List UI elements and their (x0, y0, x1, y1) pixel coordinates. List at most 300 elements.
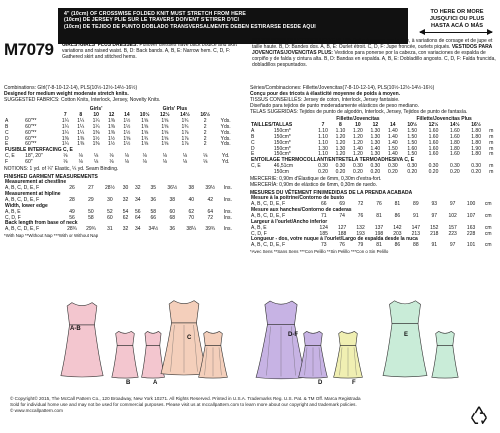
table-cell: Ins. (223, 196, 232, 203)
view-range: C, D, F (5, 214, 21, 221)
table-cell: ⅛ (124, 159, 129, 166)
view-letter: A (5, 117, 9, 124)
table-cell: 27 (88, 184, 94, 191)
table-cell: 1.10 (318, 133, 328, 140)
finished-title-en: FINISHED GARMENT MEASUREMENTS (4, 174, 98, 181)
table-cell: 1.50 (407, 127, 418, 134)
fabric-width: 150cm* (273, 127, 291, 134)
tissus-fr: TISSUS CONSEILLÉS: Jersey de coton, Interlock, Jersey fantaisie. (250, 97, 400, 103)
table-cell: 0.20 (353, 169, 363, 176)
table-cell: 81 (394, 200, 401, 207)
table-cell: m (489, 139, 494, 146)
garment-illustrations (0, 292, 500, 392)
dress-d-back-illustration (298, 326, 328, 380)
table-cell: 101 (466, 242, 476, 249)
table-cell: 86 (394, 242, 401, 249)
view-letter: C (251, 139, 255, 146)
table-cell: 0.30 (449, 163, 460, 170)
table-cell: ⅛ (203, 153, 208, 160)
table-cell: 0.30 (407, 163, 418, 170)
size-header: 14 (124, 111, 130, 118)
table-cell: 29¾ (86, 226, 96, 233)
table-cell: 86 (394, 212, 401, 219)
dress-c-back-illustration (198, 326, 228, 380)
fabric-width: 150cm* (273, 139, 291, 146)
table-cell: 39½ (205, 184, 216, 191)
table-cell: 0.20 (428, 169, 439, 176)
table-cell: 52 (107, 208, 113, 215)
stretch-line-es: (10cm) DE TEJIDO DE PUNTO DOBLADO TRANSVERSALMENTE DEBEN ESTIRARSE DESDE AQUÍ (64, 23, 316, 30)
description-en (62, 42, 240, 60)
fabric-width: 150cm* (273, 145, 291, 152)
table-cell: 1½ (123, 117, 131, 124)
view-letter: C (5, 129, 9, 136)
table-cell: 142 (393, 224, 402, 231)
combinations-fr: Séries/Combinaciones: Fillette/Jovencitas(7-8-10-12-14), PLS(10½-12½-14½-16½) (250, 85, 435, 91)
table-cell: Yd. (221, 159, 230, 166)
table-cell: 1½ (123, 123, 131, 130)
table-cell: 71 (320, 212, 327, 219)
table-cell: 1.20 (353, 133, 363, 140)
table-cell: 218 (430, 230, 439, 237)
fusible-title: FUSIBLE INTERFACING C, E (5, 147, 73, 154)
table-cell: 54 (122, 208, 129, 215)
view-range: A, B, C, D, E, F (251, 242, 286, 249)
table-cell: 0.30 (318, 163, 328, 170)
view-range: A, B, E (5, 208, 21, 215)
table-cell: 1.60 (428, 145, 439, 152)
size-header: 12½ (428, 121, 439, 128)
table-cell: 79 (357, 242, 364, 249)
table-cell: 1⅜ (92, 129, 100, 136)
table-cell: 228 (466, 230, 476, 237)
table-cell: 1.60 (428, 139, 439, 146)
table-cell: ⅛ (182, 159, 188, 166)
table-cell: 58 (150, 208, 157, 215)
table-cell: 1.20 (353, 151, 363, 158)
table-cell: 1½ (123, 129, 131, 136)
table-cell: ⅛ (109, 153, 114, 160)
dress-f-back-illustration (333, 326, 363, 380)
table-cell: 1.50 (407, 151, 418, 158)
table-cell: m (489, 151, 494, 158)
table-cell: 100 (466, 200, 476, 207)
copyright-line2: Sold for individual home use and may not be used for commercial purposes. Please visit us at mccallpattern.com to learn more about our copyright and trademark policies. (10, 401, 357, 407)
dress-b-back-illustration (110, 326, 140, 380)
table-cell: 1.20 (353, 139, 363, 146)
table-cell: 1.30 (370, 127, 381, 134)
sizes-label: TAILLES/TALLAS (251, 121, 293, 128)
table-cell: 32 (122, 196, 129, 203)
recycle-icon (468, 404, 490, 426)
table-cell: 91 (431, 242, 438, 249)
table-cell: 1.30 (370, 151, 381, 158)
measurement-title: Largeur à l'ourlet/Ancho inferior (251, 218, 328, 225)
table-cell: 58 (88, 214, 94, 221)
table-cell: 163 (466, 224, 476, 231)
double-arrow-icon (420, 32, 492, 33)
table-cell: ⅛ (142, 153, 147, 160)
table-cell: 1.80 (449, 139, 460, 146)
description-en-text: Pullover dresses have back bodice and skirt variations and raised waist. B, D: Back bands. A, B, E: Narrow hem. C, D, F: Gathered skirt and stitched hems. (62, 42, 237, 60)
table-cell: 72 (357, 200, 364, 207)
table-cell: 1½ (92, 135, 100, 142)
stretch-line-fr: (10cm) DE JERSEY PLIÉ SUR LE TRAVERS DOIVENT S'ÉTIRER D'ICI (64, 17, 240, 24)
table-cell: 1¾ (141, 135, 149, 142)
table-cell: 62 (188, 208, 195, 215)
measurement-title: Back length from base of neck (5, 220, 78, 227)
table-cell: 0.30 (353, 163, 363, 170)
table-cell: 30 (122, 184, 129, 191)
view-letter: C, E (251, 163, 261, 170)
table-cell: 1¾ (181, 117, 189, 124)
description-es-text: Vestidos para ponerse por la cabeza, con variaciones de espalda de corpiño y de falda y cintura alta. B, D: Bandas en espalda. A, B, E: Dobladillo angosto. C, D, F: Falda fruncida, dobladillos pespuntados. (252, 50, 496, 68)
view-letter: B (251, 133, 255, 140)
table-cell: 38 (169, 196, 176, 203)
fabric-width: 150cm (273, 169, 289, 176)
table-cell: 1¼ (61, 129, 69, 136)
disenado-es: Diseñado para tejidos de punto moderadamente elásticos de peso mediano. (250, 103, 419, 109)
table-cell: 60 (107, 214, 113, 221)
table-cell: Ins. (223, 226, 232, 233)
table-cell: 73 (320, 242, 327, 249)
table-cell: 2 (203, 135, 207, 142)
table-cell: 0.20 (370, 169, 381, 176)
label-d: D (318, 380, 323, 386)
description-fr-title: ROBES POUR FILLETTE/FILLETTE PLUS: (252, 38, 352, 44)
table-cell: 1.80 (471, 151, 481, 158)
copyright-line3: © www.mccallpattern.com (10, 407, 63, 413)
table-cell: 203 (393, 230, 402, 237)
table-cell: 1¼ (61, 141, 69, 148)
table-cell: 1.30 (370, 139, 381, 146)
table-cell: 1.40 (370, 145, 381, 152)
table-cell: 93 (431, 200, 438, 207)
table-cell: 35 (150, 184, 157, 191)
table-cell: 28½ (105, 184, 115, 191)
table-cell: ⅛ (142, 159, 147, 166)
size-header: 10½ (407, 121, 418, 128)
measurement-title: Mesure aux hanches/Contorno de caderas (251, 206, 352, 213)
header-fillette-plus: Fillette/Jovencitas Plus (416, 116, 472, 122)
fabric-width: 60"** (25, 141, 37, 148)
size-header: 7 (63, 111, 67, 118)
table-cell: 0.30 (335, 163, 346, 170)
table-cell: 132 (356, 224, 365, 231)
table-cell: 124 (319, 224, 328, 231)
table-cell: 188 (337, 230, 347, 237)
label-a: A (153, 380, 158, 386)
table-cell: 76 (357, 212, 364, 219)
table-cell: 26 (69, 184, 75, 191)
table-cell: m (489, 127, 494, 134)
table-cell: 1⅜ (108, 129, 115, 136)
table-cell: 107 (466, 212, 476, 219)
size-header: 12 (108, 111, 115, 118)
table-cell: 1.60 (449, 133, 460, 140)
fabric-width: 60"** (25, 135, 37, 142)
size-header: 14 (390, 121, 396, 128)
table-cell: cm (484, 230, 492, 237)
label-a-b: A-B (70, 326, 81, 332)
table-cell: cm (484, 212, 492, 219)
table-cell: 36 (169, 226, 176, 233)
size-header: 10½ (139, 111, 150, 118)
table-cell: cm (484, 224, 492, 231)
size-header: 12 (372, 121, 379, 128)
nap-note-en: *With Nap **Without Nap ***With or Without Nap (4, 233, 99, 239)
table-cell: 1.60 (407, 145, 418, 152)
table-cell: 1.60 (428, 151, 439, 158)
table-cell: m (489, 169, 494, 176)
nap-note-fr: *Avec Sens **Sans Sens ***Con Pelillo **Sin Pelillo ***Con o Sin Pelillo (250, 249, 389, 255)
table-cell: 64 (134, 214, 141, 221)
table-cell: 1.80 (471, 127, 481, 134)
size-header: 10 (355, 121, 361, 128)
table-cell: 38 (188, 184, 195, 191)
table-cell: 1.50 (407, 139, 418, 146)
label-b: B (126, 380, 131, 386)
table-cell: Ins. (223, 214, 232, 221)
table-cell: 66 (150, 214, 157, 221)
table-cell: 1.20 (353, 127, 363, 134)
table-cell: ⅛ (203, 159, 208, 166)
table-cell: 91 (413, 212, 419, 219)
table-cell: Yds. (220, 123, 231, 130)
header-girls: Girls' (89, 106, 103, 112)
table-cell: 97 (449, 242, 456, 249)
table-cell: 64 (207, 208, 213, 215)
entoilage-title: ENTOILAGE THERMOCOLLANT/ENTRETELA TERMOADHESIVA C, E (251, 157, 415, 164)
table-cell: 223 (448, 230, 457, 237)
table-cell: 1.10 (318, 139, 328, 146)
pattern-number: M7079 (4, 40, 54, 59)
table-cell: 1¼ (92, 123, 100, 130)
table-cell: 31 (107, 226, 113, 233)
stretch-to-here-label: TO HERE OR MORE JUSQU'ICI OU PLUS HASTA ACÁ O MÁS (429, 9, 485, 29)
table-cell: 97 (449, 200, 456, 207)
dress-a-b-illustration (58, 294, 106, 380)
size-header: 7 (321, 121, 325, 128)
metric-chart (250, 85, 496, 255)
table-cell: 1⅜ (77, 141, 85, 148)
table-cell: 1¼ (77, 123, 85, 130)
view-letter: B (5, 123, 9, 130)
table-cell: 1⅜ (108, 123, 115, 130)
suggested-fabrics-en: SUGGESTED FABRICS: Cotton Knits, Interlock, Jersey, Novelty Knits. (4, 97, 161, 103)
table-cell: 1⅝ (141, 129, 149, 136)
table-cell: 2 (203, 117, 207, 124)
description-fr-text: Robe à passer par la tête, à variations de corsage et de jupe et taille haute. B, D: Bandes dos. A, B, E: Ourlet étroit. C, D, F: Jupe froncée, ourlets piqués. (252, 38, 493, 50)
mesures-title: MESURES DU VÊTEMENT FINI/MEDIDAS DE LA PRENDA ACABADA (250, 190, 413, 197)
table-cell: 1¼ (77, 129, 85, 136)
table-cell: 1⅜ (61, 135, 69, 142)
size-header: 10 (93, 111, 99, 118)
table-cell: 70 (188, 214, 195, 221)
measurement-title: Measurement at chestline (5, 179, 67, 186)
table-cell: 1.90 (471, 145, 481, 152)
yardage-table-metric (250, 117, 496, 176)
finished-table-en (4, 180, 236, 233)
designed-for-en: Designed for medium weight moderate stretch knits. (4, 91, 129, 97)
table-cell: 50 (88, 208, 94, 215)
table-cell: 127 (337, 224, 347, 231)
size-header: 8 (79, 111, 83, 118)
table-cell: 1.60 (428, 127, 439, 134)
view-range: C, D, F (251, 230, 267, 237)
view-letter: D (251, 145, 255, 152)
view-letter: E (5, 141, 9, 148)
label-f: F (352, 380, 356, 386)
table-cell: Yd. (221, 153, 230, 160)
table-cell: 198 (374, 230, 384, 237)
table-cell: 88 (413, 242, 419, 249)
table-cell: 1½ (108, 135, 115, 142)
copyright-line1: © Copyright© 2015, The McCall Pattern Co., 120 Broadway, New York 10271. All Rights Reserved. Printed in U.S.A. Trademarks Reg. U.S. Pat. & TM Off. Marca Registrada (10, 396, 361, 401)
table-cell: 1⅜ (92, 141, 100, 148)
table-cell: 1.80 (449, 145, 460, 152)
table-cell: ⅛ (94, 153, 99, 160)
table-cell: 0.30 (387, 163, 398, 170)
table-cell: 1⅞ (181, 129, 189, 136)
table-cell: 152 (430, 224, 439, 231)
table-cell: cm (484, 200, 492, 207)
table-cell: ⅛ (124, 153, 129, 160)
table-cell: 1½ (108, 141, 115, 148)
table-cell: 0.30 (428, 163, 439, 170)
table-cell: 1¼ (77, 117, 85, 124)
header-girls-plus: Girls' Plus (162, 106, 188, 112)
label-c: C (187, 335, 192, 341)
header-fillette: Fillette/Jovencitas (336, 116, 380, 122)
table-cell: 0.30 (471, 163, 481, 170)
table-cell: cm (484, 242, 492, 249)
table-cell: 62 (122, 214, 129, 221)
table-cell: 28¾ (67, 226, 77, 233)
table-cell: 137 (374, 224, 384, 231)
description-es-title: VESTIDOS PARA JOVENCITAS/JOVENCITAS PLUS: (252, 44, 493, 56)
table-cell: 1.80 (471, 139, 481, 146)
table-cell: 1⅞ (181, 135, 189, 142)
measurement-title: Width, lower edge (5, 202, 48, 209)
imperial-chart (4, 85, 236, 239)
table-cell: 1.50 (387, 145, 398, 152)
table-cell: Yds. (220, 135, 231, 142)
table-cell: ⅛ (162, 153, 167, 160)
view-range: A, B, C, D, E, F (251, 212, 286, 219)
table-cell: 56 (69, 214, 75, 221)
label-e: E (404, 332, 409, 338)
table-cell: 1.30 (318, 145, 328, 152)
notions-en: NOTIONS: 1 yd. of ¼" Elastic, ¼ yd. Seam Binding. (4, 166, 119, 173)
table-cell: ⅛ (94, 159, 99, 166)
table-cell: 0.20 (471, 169, 481, 176)
table-cell: 32 (122, 226, 129, 233)
table-cell: 1.50 (407, 133, 418, 140)
table-cell: 2 (203, 123, 207, 130)
table-cell: 34 (134, 226, 141, 233)
table-cell: 102 (448, 212, 457, 219)
description-en-title: GIRLS'/GIRLS' PLUS DRESSES: (62, 42, 138, 48)
table-cell: 1.10 (335, 127, 346, 134)
designed-for-fr: Conçu pour des tricots à élasticité moyenne de poids à moyen. (250, 91, 401, 97)
table-cell: 76 (339, 242, 345, 249)
table-cell: 193 (356, 230, 365, 237)
table-cell: 34½ (148, 226, 159, 233)
table-cell: ⅛ (63, 153, 68, 160)
size-header: 14½ (449, 121, 460, 128)
table-cell: 36½ (167, 184, 178, 191)
table-cell: 1.80 (471, 133, 481, 140)
table-cell: 1.40 (387, 133, 398, 140)
table-cell: 1.20 (335, 139, 346, 146)
table-cell: 0.20 (449, 169, 460, 176)
table-cell: 1.10 (318, 151, 328, 158)
table-cell: 2 (203, 141, 207, 148)
table-cell: 1.40 (387, 151, 398, 158)
table-cell: 0.20 (335, 169, 346, 176)
view-range: A, B, C, D, E, F (251, 200, 286, 207)
table-cell: m (489, 133, 494, 140)
table-cell: 74 (339, 212, 345, 219)
table-cell: 34 (134, 196, 141, 203)
measurement-title: Longueur - dos, votre nuque à l'ourlet/Largo de espalda desde la nuca (251, 236, 418, 243)
table-cell: 42 (207, 196, 213, 203)
table-cell: 1⅜ (108, 117, 115, 124)
fabric-width: 60"** (25, 123, 37, 130)
size-header: 16½ (200, 111, 211, 118)
table-cell: m (489, 163, 494, 170)
yardage-table-en: Girls' Girls' Plus 7 8 10 12 14 10½ 12½ 14½ 16½ A 60"** 1¼ 1¼ 1¼ 1⅜ 1½ 1⅝ 1⅝ 1¾ 2 Yds. B 60"** 1¼ 1¼ 1¼ 1⅜ 1½ 1⅝ 1⅝ 1¾ 2 Yds. C 60"** 1¼ 1¼ 1⅜ 1⅜ 1½ 1⅝ 1⅝ 1⅞ 2 Yds. D 60"** 1⅜ 1⅜ 1½ 1½ 1⅝ 1¾ 1⅝ 1⅞ 2 Yds. E 60"** 1¼ 1⅜ 1⅜ 1½ 1½ 1⅝ 1⅝ 1⅞ 2 Yds. FUSIBLE INTERFACING C, E C, E 18", 20" ⅛ ⅛ ⅛ ⅛ ⅛ ⅛ ⅛ ⅛ ⅛ Yd. F 60" ⅛ ⅛ ⅛ ⅛ ⅛ ⅛ ⅛ ⅛ ⅛ Yd. (4, 107, 236, 166)
mercerie-fr: MERCERIE: 0,90m d'Élastique de 6mm, 0,30m d'extra-fort. (250, 176, 382, 183)
table-cell: 69 (339, 200, 345, 207)
table-cell: 1¾ (181, 123, 189, 130)
table-cell: 1⅝ (161, 141, 169, 148)
fabric-width: 46,51cm (273, 163, 294, 170)
table-cell: ⅛ (109, 159, 114, 166)
view-letter: A (251, 127, 255, 134)
stretch-line-en: 4" (10cm) OF CROSSWISE FOLDED KNIT MUST STRETCH FROM HERE (64, 11, 246, 17)
finished-table-metric (250, 196, 496, 249)
table-cell: 0.20 (387, 169, 398, 176)
label-d-f: D-F (288, 332, 298, 338)
view-range: A, B, C, D, E, F (5, 196, 40, 203)
table-cell: 40 (188, 196, 195, 203)
table-cell: 1⅝ (161, 117, 169, 124)
table-cell: 1.30 (370, 133, 381, 140)
table-cell: 2 (203, 129, 207, 136)
table-cell: 72 (207, 214, 213, 221)
size-header: 14½ (180, 111, 190, 118)
table-cell: 1.40 (387, 139, 398, 146)
table-cell: m (489, 145, 494, 152)
table-cell: 1.20 (335, 133, 346, 140)
fabric-width: 60"** (25, 117, 37, 124)
table-cell: 0.20 (318, 169, 328, 176)
measurement-title: Mesure à la poitrine/Contorno de busto (251, 195, 345, 202)
table-cell: Ins. (223, 184, 232, 191)
table-cell: Yds. (220, 141, 231, 148)
view-range: A, B, C, D, E, F (5, 226, 40, 233)
table-cell: ⅛ (78, 153, 83, 160)
size-header: 8 (339, 121, 342, 128)
table-cell: 28 (69, 196, 75, 203)
table-cell: 32 (134, 184, 141, 191)
table-cell: 38¼ (186, 226, 197, 233)
table-cell: 39¾ (205, 226, 216, 233)
table-cell: 81 (376, 242, 382, 249)
table-cell: 1.20 (335, 151, 346, 158)
